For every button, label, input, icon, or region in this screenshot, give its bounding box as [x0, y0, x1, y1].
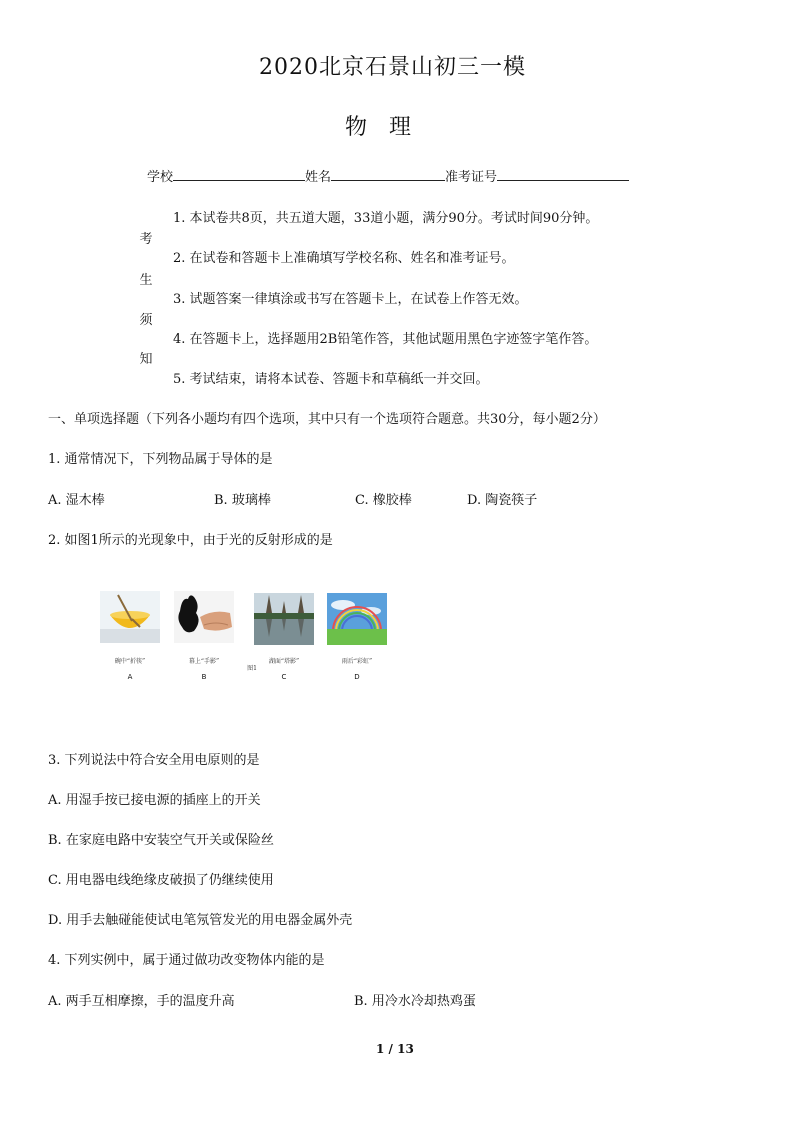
figure-hand-shadow [174, 591, 234, 643]
figure-tower-reflection [254, 593, 314, 645]
option-d: D. 陶瓷筷子 [467, 493, 538, 508]
figure-letter: B [201, 673, 207, 681]
notice-item: 5. 考试结束，请将本试卷、答题卡和草稿纸一并交回。 [173, 372, 489, 387]
figure-bowl-chopstick [100, 591, 160, 643]
notice-label-char: 考 [139, 232, 153, 247]
figure-caption: 湖面“塔影” [268, 658, 300, 665]
figure-caption: 幕上“手影” [188, 658, 220, 665]
subject-title: 物 理 [345, 115, 412, 140]
option-b: B. 玻璃棒 [214, 493, 271, 508]
notice-item: 2. 在试卷和答题卡上准确填写学校名称、姓名和准考证号。 [173, 251, 515, 266]
option-b: B. 在家庭电路中安装空气开关或保险丝 [48, 833, 274, 848]
exam-id-blank [497, 168, 629, 181]
notice-item: 4. 在答题卡上，选择题用2B铅笔作答，其他试题用黑色字迹签字笔作答。 [173, 332, 598, 347]
school-label: 学校 [147, 170, 174, 185]
school-blank [173, 168, 305, 181]
option-d: D. 用手去触碰能使试电笔氖管发光的用电器金属外壳 [48, 913, 353, 928]
name-blank [331, 168, 445, 181]
question-stem: 2. 如图1所示的光现象中，由于光的反射形成的是 [48, 533, 333, 548]
figure-letter: C [281, 673, 287, 681]
figure-caption: 碗中“折筷” [114, 658, 146, 665]
page-number: 1 / 13 [376, 1042, 414, 1056]
figure-letter: A [127, 673, 133, 681]
figure-label: 图1 [247, 665, 257, 672]
option-c: C. 橡胶棒 [355, 493, 412, 508]
notice-label-char: 须 [139, 313, 153, 328]
question-stem: 1. 通常情况下，下列物品属于导体的是 [48, 452, 273, 467]
exam-id-label: 准考证号 [445, 170, 498, 185]
option-a: A. 湿木棒 [48, 493, 105, 508]
question-stem: 3. 下列说法中符合安全用电原则的是 [48, 753, 260, 768]
figure-caption: 雨后“彩虹” [341, 658, 373, 665]
figure-rainbow [327, 593, 387, 645]
name-label: 姓名 [305, 170, 332, 185]
exam-title: 2020北京石景山初三一模 [259, 55, 526, 80]
option-a: A. 两手互相摩擦，手的温度升高 [48, 994, 235, 1009]
info-fields-row [147, 166, 629, 185]
figure-letter: D [354, 673, 360, 681]
question-stem: 4. 下列实例中，属于通过做功改变物体内能的是 [48, 953, 325, 968]
option-a: A. 用湿手按已接电源的插座上的开关 [48, 793, 261, 808]
option-c: C. 用电器电线绝缘皮破损了仍继续使用 [48, 873, 274, 888]
notice-item: 1. 本试卷共8页，共五道大题，33道小题，满分90分。考试时间90分钟。 [173, 211, 599, 226]
option-b: B. 用冷水冷却热鸡蛋 [354, 994, 476, 1009]
notice-label-char: 生 [139, 273, 153, 288]
notice-label-char: 知 [139, 352, 153, 367]
section-heading: 一、单项选择题（下列各小题均有四个选项，其中只有一个选项符合题意。共30分，每小题2分） [48, 412, 606, 427]
notice-item: 3. 试题答案一律填涂或书写在答题卡上，在试卷上作答无效。 [173, 292, 528, 307]
